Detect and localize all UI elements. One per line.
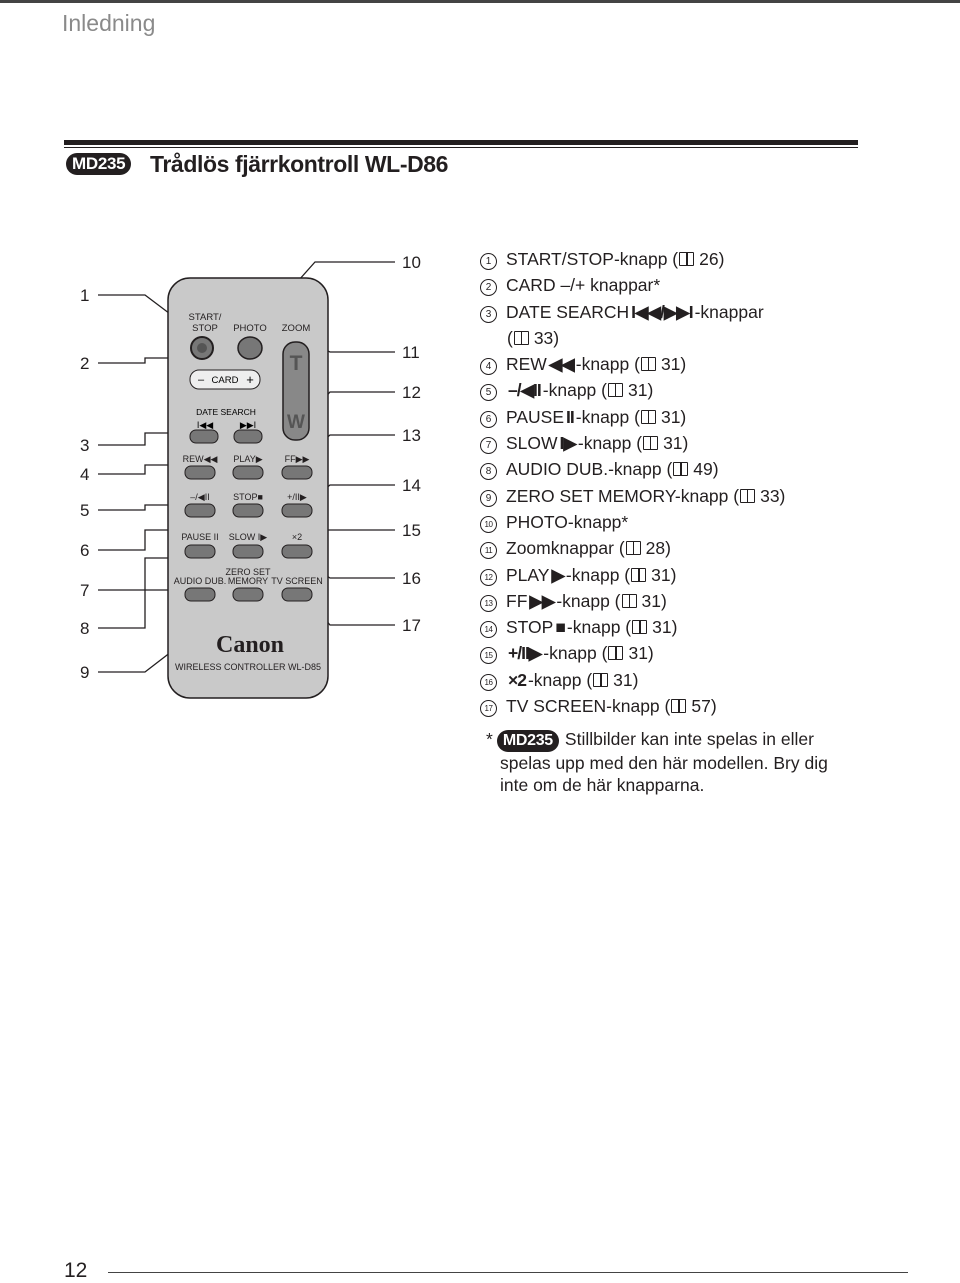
book-icon — [622, 594, 637, 608]
svg-text:FF▶▶: FF▶▶ — [284, 454, 310, 464]
page-reference: 31) — [628, 643, 654, 664]
svg-text:+: + — [246, 372, 254, 387]
svg-text:+/II▶: +/II▶ — [287, 492, 307, 502]
svg-text:×2: ×2 — [291, 532, 303, 542]
callout-11: 11 — [402, 343, 420, 362]
svg-text:STOP■: STOP■ — [233, 492, 263, 502]
parts-list-item — [480, 483, 940, 509]
book-icon — [740, 489, 755, 503]
parts-list-item — [480, 377, 940, 403]
part-label: REW — [506, 354, 547, 375]
footnote-text-1: Stillbilder kan inte spelas in eller — [564, 729, 814, 749]
callout-number: 16 — [480, 674, 497, 691]
page-reference: 57) — [691, 696, 717, 717]
page-reference: 31) — [660, 354, 687, 375]
callout-number: 17 — [480, 700, 497, 717]
parts-list-item — [480, 272, 940, 298]
parts-list-item — [480, 667, 940, 693]
footnote-model-badge: MD235 — [497, 730, 559, 752]
remote-control-illustration — [40, 240, 440, 720]
svg-text:START/: START/ — [188, 312, 222, 323]
svg-text:PLAY▶: PLAY▶ — [233, 454, 263, 464]
button-symbol: –/◀II — [508, 380, 541, 401]
parts-list-item — [480, 404, 940, 430]
photo-button — [238, 337, 262, 359]
part-label: TV SCREEN-knapp ( — [506, 696, 671, 717]
footnote-text-3: inte om de här knapparna. — [500, 775, 705, 795]
parts-list-item — [480, 640, 940, 666]
part-label: SLOW — [506, 433, 558, 454]
page-number: 12 — [64, 1259, 88, 1282]
model-badge: MD235 — [66, 153, 131, 175]
callout-10: 10 — [402, 253, 421, 272]
parts-list-item — [480, 246, 940, 272]
callout-12: 12 — [402, 383, 421, 402]
part-label: CARD –/+ knappar* — [506, 275, 661, 296]
part-label-suffix: -knapp ( — [575, 406, 640, 427]
button-symbol: ▶ — [551, 564, 564, 585]
book-icon — [673, 462, 688, 476]
callout-14: 14 — [402, 476, 421, 495]
page-reference: 33) — [533, 327, 560, 348]
callout-number: 6 — [480, 411, 497, 428]
top-rule — [0, 0, 960, 3]
parts-list-item — [480, 430, 940, 456]
callout-17: 17 — [402, 616, 421, 635]
svg-text:ZOOM: ZOOM — [281, 323, 311, 334]
part-label-suffix: -knapp ( — [575, 354, 640, 375]
callout-number: 15 — [480, 647, 497, 664]
parts-list-item — [480, 588, 940, 614]
callout-number: 9 — [480, 490, 497, 507]
button-symbol: II — [566, 406, 574, 427]
footnote-text-2: spelas upp med den här modellen. Bry dig — [500, 753, 828, 773]
part-label: PHOTO-knapp* — [506, 511, 629, 532]
book-icon — [631, 568, 646, 582]
part-label-suffix: -knapp ( — [543, 643, 608, 664]
book-icon — [514, 331, 529, 345]
part-label: ZERO SET MEMORY-knapp ( — [506, 485, 740, 506]
page-reference: 31) — [651, 564, 677, 585]
page-reference: 31) — [613, 669, 639, 690]
callout-15: 15 — [402, 521, 421, 540]
callout-9: 9 — [80, 663, 90, 682]
callout-number: 14 — [480, 621, 497, 638]
part-label-suffix: -knapp ( — [565, 564, 631, 585]
button-symbol: I◀◀/▶▶I — [631, 301, 693, 322]
part-label-suffix: -knapp ( — [527, 669, 593, 690]
callout-number: 11 — [480, 542, 497, 559]
callout-16: 16 — [402, 569, 421, 588]
part-label: AUDIO DUB.-knapp ( — [506, 459, 673, 480]
part-label-suffix: -knapp ( — [542, 380, 607, 401]
callout-7: 7 — [80, 581, 90, 600]
page-reference: 31) — [663, 433, 689, 454]
svg-text:PHOTO: PHOTO — [233, 323, 267, 334]
book-icon — [671, 699, 686, 713]
page-reference: 26) — [699, 249, 725, 269]
callout-number: 7 — [480, 437, 497, 454]
svg-text:DATE SEARCH: DATE SEARCH — [196, 407, 256, 417]
svg-text:W: W — [287, 412, 305, 433]
book-icon — [679, 252, 694, 266]
button-symbol: ×2 — [508, 669, 526, 690]
svg-text:–/◀II: –/◀II — [190, 492, 210, 502]
footnote — [486, 728, 866, 796]
page-reference: 31) — [641, 590, 667, 611]
svg-text:–: – — [198, 374, 205, 386]
callout-6: 6 — [80, 541, 90, 560]
parts-list-item — [480, 614, 940, 640]
svg-text:CARD: CARD — [211, 375, 239, 386]
svg-text:TV SCREEN: TV SCREEN — [271, 576, 323, 586]
callout-1: 1 — [80, 286, 90, 305]
section-title: Trådlös fjärrkontroll WL-D86 — [150, 151, 449, 177]
parts-list-item — [480, 299, 940, 325]
callout-8: 8 — [80, 619, 90, 638]
parts-list-item — [480, 509, 940, 535]
page-reference: 31) — [660, 406, 687, 427]
part-label: DATE SEARCH — [506, 301, 630, 322]
part-label-suffix: -knapp ( — [556, 590, 621, 611]
svg-text:STOP: STOP — [192, 323, 218, 334]
callout-number: 1 — [480, 253, 497, 270]
part-label: PLAY — [506, 564, 550, 585]
book-icon — [641, 357, 656, 371]
callout-3: 3 — [80, 436, 90, 455]
button-symbol: ■ — [555, 617, 565, 638]
book-icon — [641, 410, 656, 424]
button-symbol: +/II▶ — [508, 643, 542, 664]
callout-5: 5 — [80, 501, 90, 520]
part-label: ( — [507, 327, 513, 348]
footer-rule — [108, 1272, 908, 1273]
parts-list — [480, 246, 940, 719]
callout-number: 5 — [480, 384, 497, 401]
svg-text:REW◀◀: REW◀◀ — [182, 454, 218, 464]
book-icon — [593, 673, 608, 687]
page-reference: 28) — [645, 538, 671, 559]
parts-list-item — [480, 351, 940, 377]
page-reference: 31) — [627, 380, 654, 401]
section-rule — [64, 140, 858, 145]
part-label: PAUSE — [506, 406, 565, 427]
callout-number: 4 — [480, 358, 497, 375]
button-symbol: ▶▶ — [529, 590, 555, 611]
part-label: STOP — [506, 617, 554, 638]
svg-text:I◀◀: I◀◀ — [196, 420, 214, 430]
svg-text:T: T — [289, 352, 303, 375]
callout-4: 4 — [80, 465, 90, 484]
callout-number: 10 — [480, 516, 497, 533]
footnote-marker: * — [486, 729, 493, 749]
book-icon — [608, 383, 623, 397]
book-icon — [608, 646, 623, 660]
part-label-suffix: -knapp ( — [566, 617, 632, 638]
parts-list-item — [480, 693, 940, 719]
callout-13: 13 — [402, 426, 421, 445]
svg-text:▶▶I: ▶▶I — [239, 420, 257, 430]
part-label-suffix: -knappar — [694, 301, 764, 322]
parts-list-item — [480, 535, 940, 561]
parts-list-item — [480, 562, 940, 588]
part-label: START/STOP-knapp ( — [506, 249, 679, 269]
button-symbol: I▶ — [559, 433, 576, 454]
chapter-title: Inledning — [62, 10, 156, 36]
callout-2: 2 — [80, 354, 90, 373]
part-label-suffix: -knapp ( — [577, 433, 643, 454]
svg-text:SLOW I▶: SLOW I▶ — [228, 532, 268, 542]
page-reference: 31) — [652, 617, 678, 638]
page-reference: 33) — [760, 485, 786, 506]
parts-list-item — [480, 325, 940, 351]
part-label: FF — [506, 590, 528, 611]
section-rule-thin — [64, 147, 858, 148]
page-reference: 49) — [693, 459, 719, 480]
svg-text:AUDIO DUB.: AUDIO DUB. — [173, 576, 227, 586]
callout-number: 8 — [480, 463, 497, 480]
button-symbol: ◀◀ — [548, 354, 574, 375]
svg-text:WIRELESS CONTROLLER WL-D85: WIRELESS CONTROLLER WL-D85 — [174, 662, 322, 672]
book-icon — [626, 541, 641, 555]
part-label: Zoomknappar ( — [506, 538, 625, 559]
callout-number: 12 — [480, 569, 497, 586]
parts-list-item — [480, 456, 940, 482]
book-icon — [643, 436, 658, 450]
book-icon — [632, 620, 647, 634]
brand-logo: Canon — [215, 632, 285, 658]
callout-number: 3 — [480, 306, 497, 323]
svg-text:ZERO SET: ZERO SET — [225, 567, 271, 577]
callout-number: 13 — [480, 595, 497, 612]
svg-text:PAUSE II: PAUSE II — [181, 532, 219, 542]
svg-text:MEMORY: MEMORY — [227, 576, 269, 586]
callout-number: 2 — [480, 279, 497, 296]
